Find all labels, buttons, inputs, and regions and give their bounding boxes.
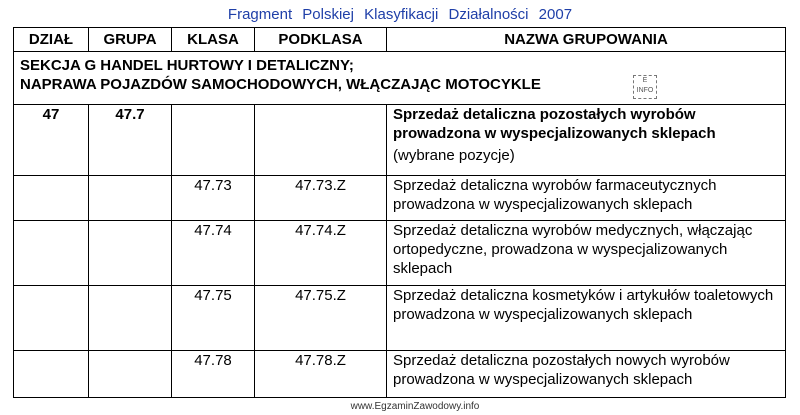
grupa-cell <box>89 176 172 221</box>
header-klasa: KLASA <box>172 28 255 52</box>
nazwa-cell: Sprzedaż detaliczna pozostałych nowych wyrobów prowadzona w wyspecjalizowanych sklepach <box>387 351 786 398</box>
podklasa-cell: 47.74.Z <box>255 221 387 286</box>
section-title-line1: SEKCJA G HANDEL HURTOWY I DETALICZNY; <box>20 57 354 74</box>
info-stamp-icon: E INFO <box>633 75 657 99</box>
klasa-cell: 47.73 <box>172 176 255 221</box>
classification-table <box>13 27 786 398</box>
document-title: Fragment Polskiej Klasyfikacji Działalności 2007 <box>227 6 573 23</box>
header-dzial: DZIAŁ <box>14 28 89 52</box>
header-nazwa: NAZWA GRUPOWANIA <box>387 28 786 52</box>
klasa-cell: 47.75 <box>172 286 255 351</box>
nazwa-cell: Sprzedaż detaliczna wyrobów medycznych, włączając ortopedyczne, prowadzona w wyspecjalizowanych sklepach <box>387 221 786 286</box>
klasa-cell: 47.74 <box>172 221 255 286</box>
dzial-cell <box>14 351 89 398</box>
group-name: Sprzedaż detaliczna pozostałych wyrobów prowadzona w wyspecjalizowanych sklepach <box>393 106 716 142</box>
section-row <box>14 52 786 105</box>
nazwa-cell <box>387 105 786 176</box>
header-row <box>14 28 786 52</box>
podklasa-cell <box>255 105 387 176</box>
nazwa-cell: Sprzedaż detaliczna wyrobów farmaceutycznych prowadzona w wyspecjalizowanych sklepach <box>387 176 786 221</box>
podklasa-cell: 47.73.Z <box>255 176 387 221</box>
klasa-cell: 47.78 <box>172 351 255 398</box>
dzial-cell <box>14 176 89 221</box>
table-row <box>14 351 786 398</box>
klasa-cell <box>172 105 255 176</box>
header-podklasa: PODKLASA <box>255 28 387 52</box>
grupa-cell: 47.7 <box>89 105 172 176</box>
podklasa-cell: 47.75.Z <box>255 286 387 351</box>
table-row <box>14 221 786 286</box>
dzial-cell: 47 <box>14 105 89 176</box>
grupa-cell <box>89 221 172 286</box>
header-grupa: GRUPA <box>89 28 172 52</box>
podklasa-cell: 47.78.Z <box>255 351 387 398</box>
table-row <box>14 105 786 176</box>
group-note: (wybrane pozycje) <box>393 147 515 164</box>
table-row <box>14 286 786 351</box>
grupa-cell <box>89 286 172 351</box>
grupa-cell <box>89 351 172 398</box>
nazwa-cell: Sprzedaż detaliczna kosmetyków i artykułów toaletowych prowadzona w wyspecjalizowanych sklepach <box>387 286 786 351</box>
dzial-cell <box>14 286 89 351</box>
watermark-text: www.EgzaminZawodowy.info <box>350 401 480 412</box>
section-title-line2: NAPRAWA POJAZDÓW SAMOCHODOWYCH, WŁĄCZAJĄC MOTOCYKLE <box>20 76 541 93</box>
section-cell <box>14 52 786 105</box>
table-row <box>14 176 786 221</box>
dzial-cell <box>14 221 89 286</box>
